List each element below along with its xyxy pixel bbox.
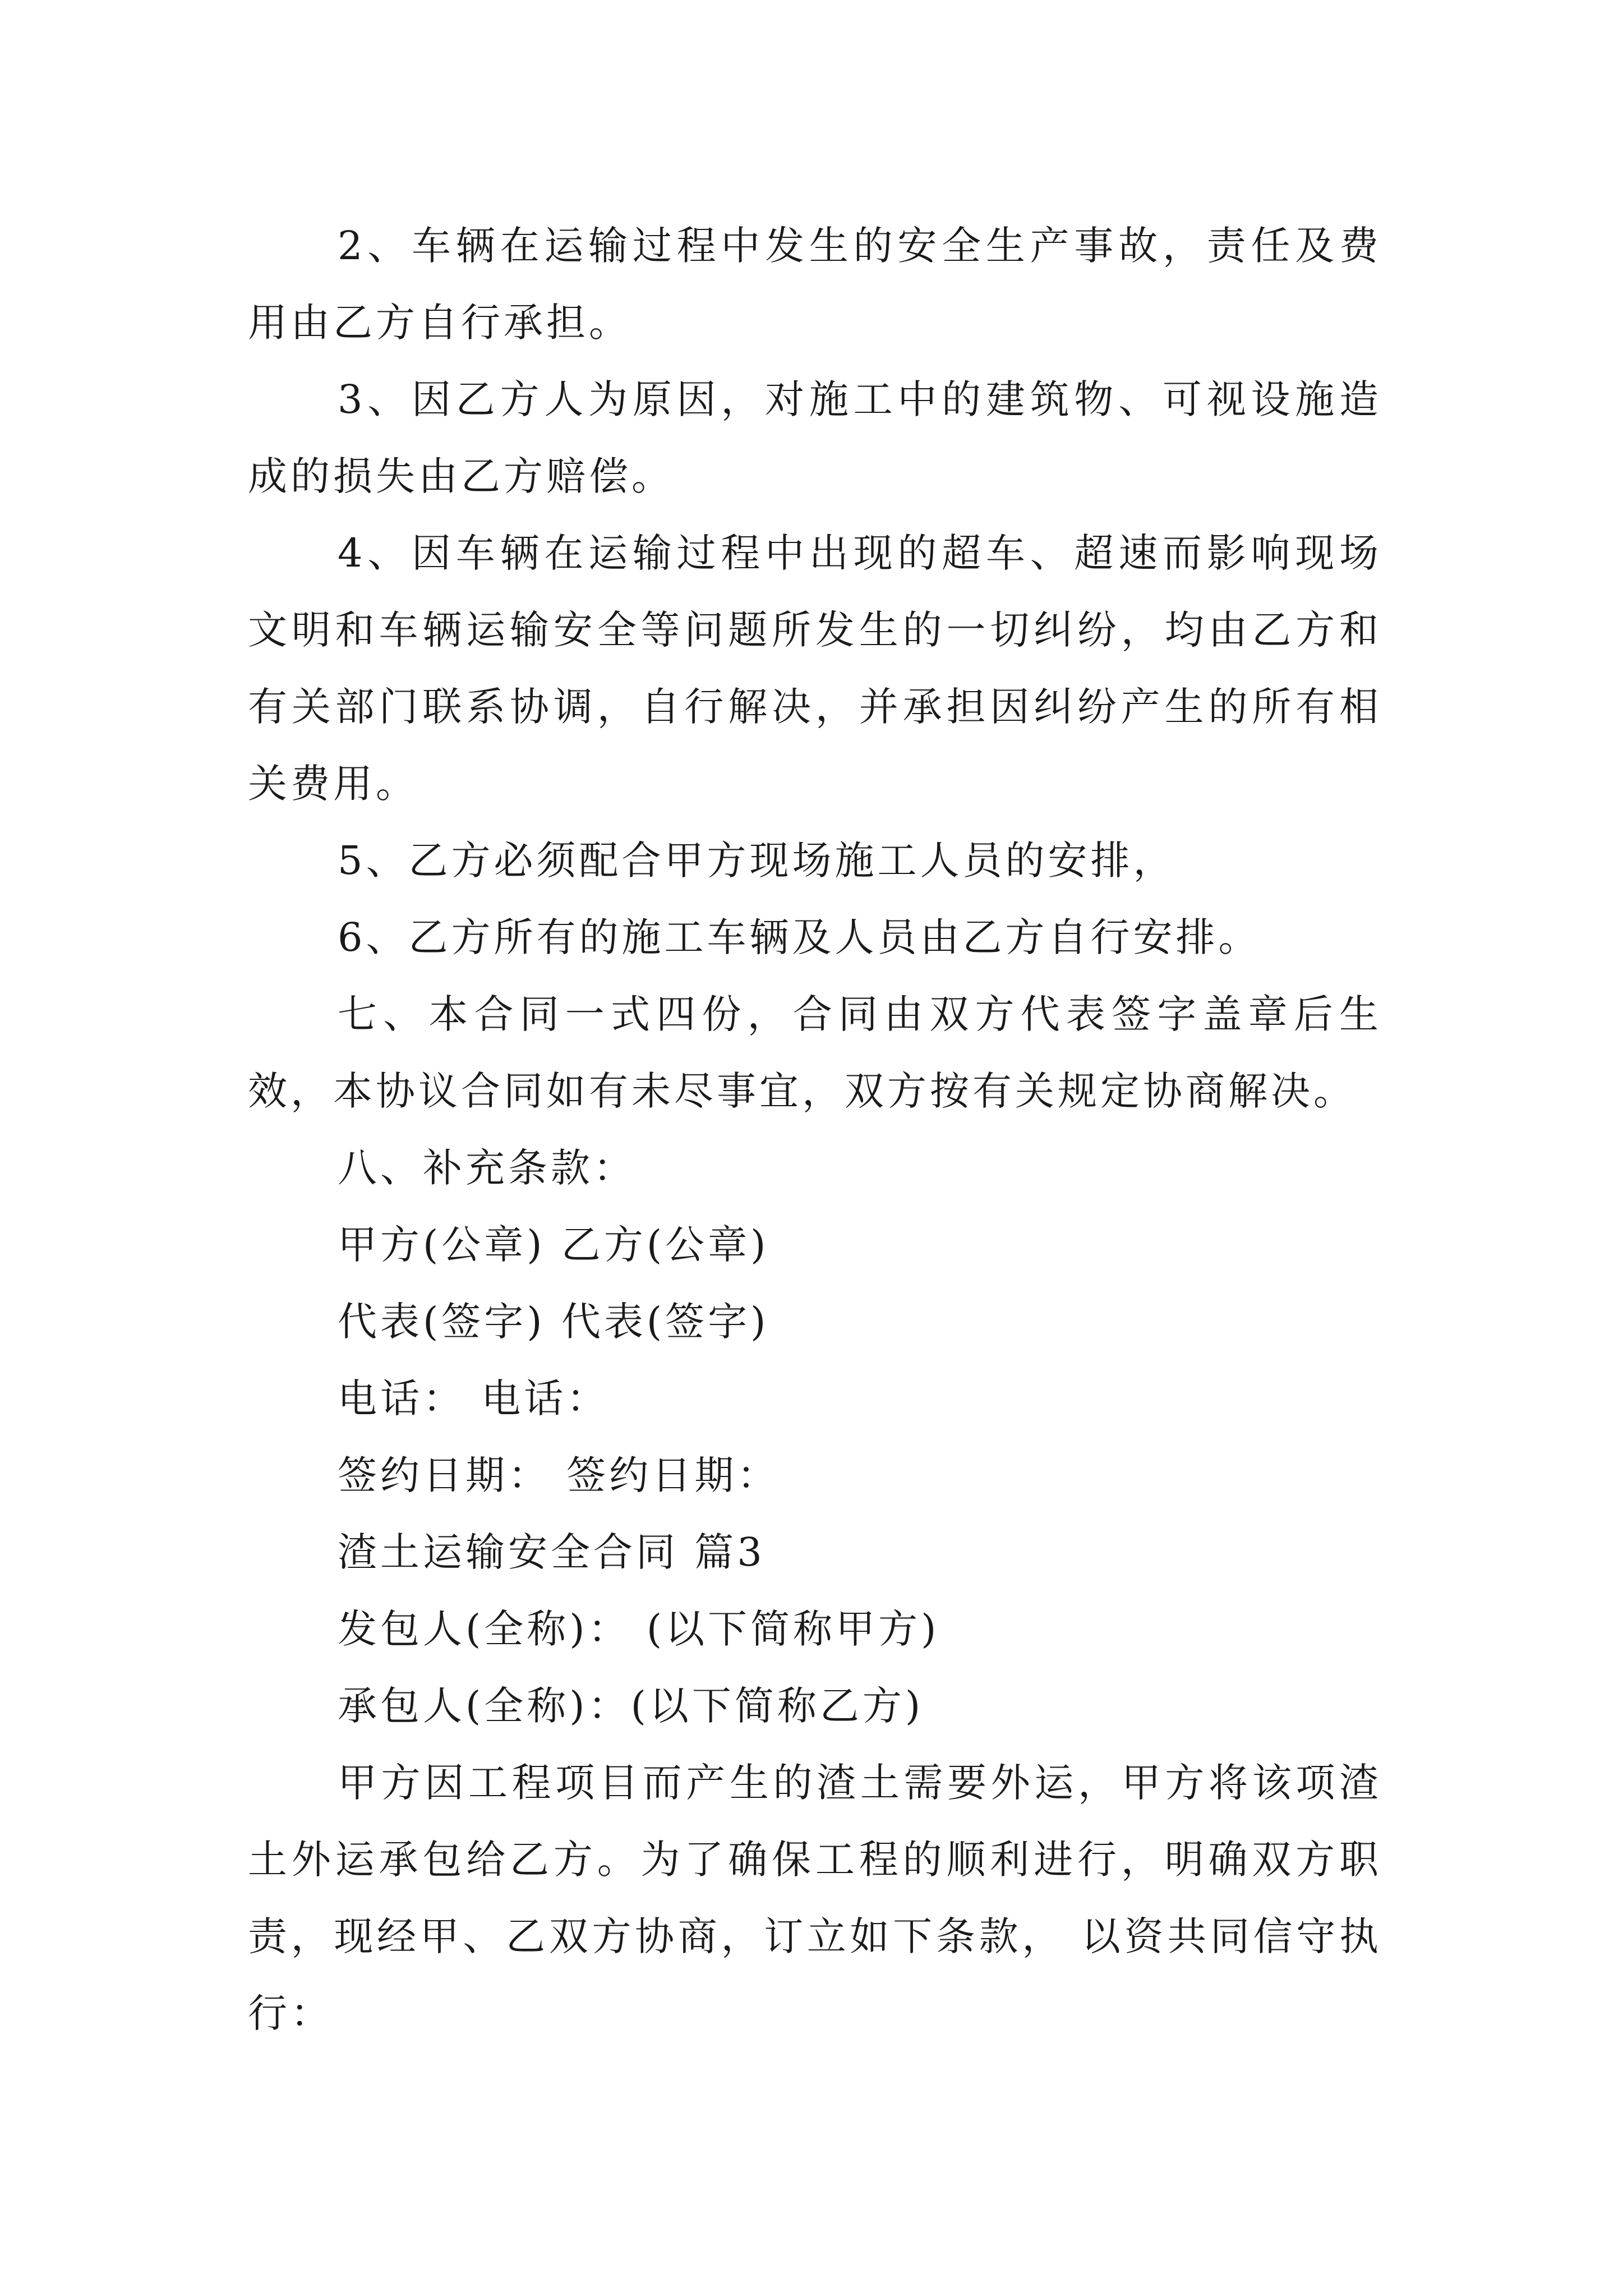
document-body [248, 208, 1382, 2052]
signature-seal-line: 甲方(公章) 乙方(公章) [338, 1222, 769, 1268]
paragraph-clause-3: 3、因乙方人为原因，对施工中的建筑物、可视设施造成的损失由乙方赔偿。 [248, 376, 1382, 499]
signature-representative-line: 代表(签字) 代表(签字) [338, 1299, 769, 1345]
paragraph-section-7: 七、本合同一式四份，合同由双方代表签字盖章后生效，本协议合同如有未尽事宜，双方按有关规定协商解决。 [248, 991, 1382, 1114]
party-a-line: 发包人(全称)： (以下简称甲方) [338, 1606, 940, 1652]
paragraph-clause-6: 6、乙方所有的施工车辆及人员由乙方自行安排。 [338, 914, 1261, 960]
signature-date-line: 签约日期： 签约日期： [338, 1452, 780, 1498]
contract-heading: 渣土运输安全合同 篇3 [338, 1529, 766, 1575]
paragraph-clause-5: 5、乙方必须配合甲方现场施工人员的安排， [338, 838, 1176, 884]
paragraph-section-8: 八、补充条款： [338, 1145, 636, 1191]
paragraph-clause-4: 4、因车辆在运输过程中出现的超车、超速而影响现场文明和车辆运输安全等问题所发生的一切纠纷，均由乙方和有关部门联系协调，自行解决，并承担因纠纷产生的所有相关费用。 [248, 530, 1382, 807]
paragraph-preamble: 甲方因工程项目而产生的渣土需要外运，甲方将该项渣土外运承包给乙方。为了确保工程的顺利进行，明确双方职责，现经甲、乙双方协商，订立如下条款， 以资共同信守执行： [248, 1760, 1382, 2036]
signature-phone-line: 电话： 电话： [338, 1375, 610, 1421]
party-b-line: 承包人(全称)：(以下简称乙方) [338, 1683, 924, 1729]
paragraph-clause-2: 2、车辆在运输过程中发生的安全生产事故，责任及费用由乙方自行承担。 [248, 223, 1382, 346]
